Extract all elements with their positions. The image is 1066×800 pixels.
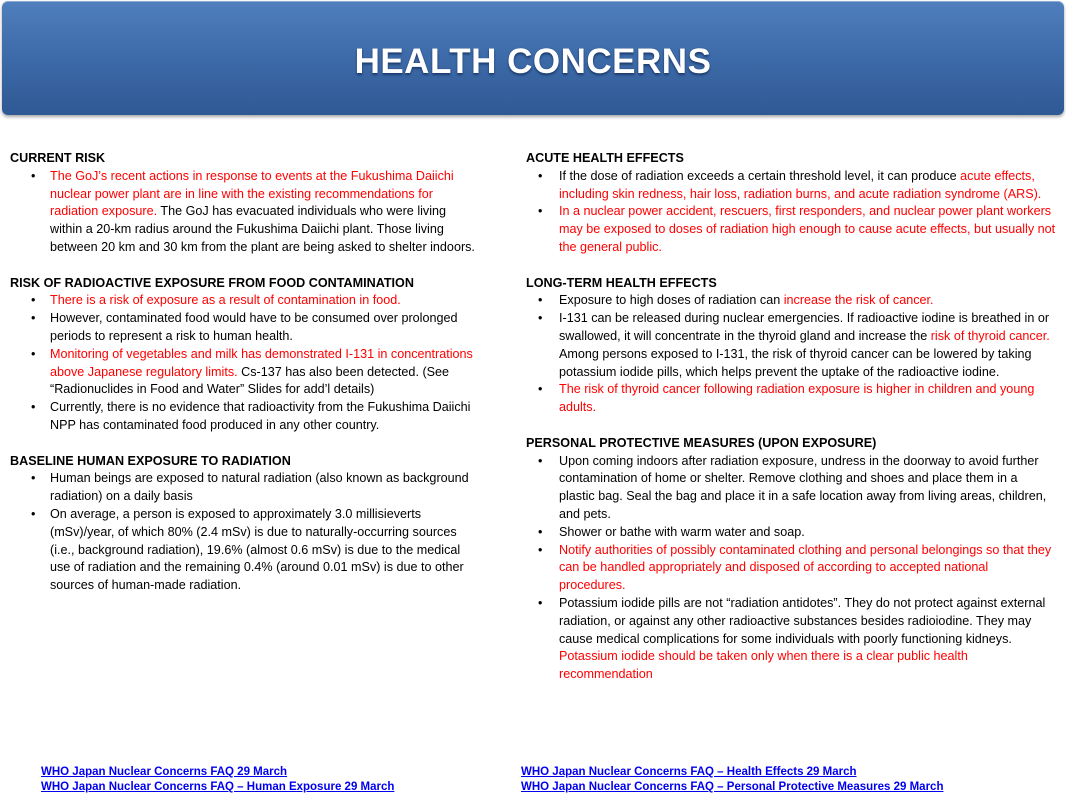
- body-text: On average, a person is exposed to approximately 3.0 millisieverts (mSv)/year, of which 80% (2.4 mSv) is due to naturally-occurring sources (i.e., background radiation), 19.6% (almost 0.6 mSv) is due to the medical use of radiation and the remaining 0.4% (around 0.01 mSv) is due to other sources of human-made radiation.: [50, 506, 464, 593]
- bullet-item: [10, 506, 480, 595]
- bullet-list: [10, 292, 480, 434]
- section-heading: PERSONAL PROTECTIVE MEASURES (UPON EXPOSURE): [526, 435, 877, 450]
- source-link[interactable]: WHO Japan Nuclear Concerns FAQ 29 March: [41, 766, 288, 778]
- body-text: Human beings are exposed to natural radiation (also known as background radiation) on a daily basis: [50, 471, 469, 504]
- right-column: [526, 150, 1056, 702]
- left-column: [10, 150, 480, 613]
- section-baseline-human-exposure-to-radiation: [10, 453, 480, 595]
- body-text: Currently, there is no evidence that radioactivity from the Fukushima Daiichi NPP has contaminated food produced in any other country.: [50, 400, 471, 432]
- bullet-item: [526, 595, 1056, 684]
- bullet-item: [526, 542, 1056, 595]
- bullet-item: [526, 310, 1056, 381]
- body-text: The GoJ has evacuated individuals who were living within a 20-km radius around the Fukushima Daiichi plant. Those living between 20 km and 30 km from the plant are being asked to shelter indoors.: [50, 204, 475, 254]
- bullet-item: [526, 524, 1056, 542]
- bullet-item: [526, 453, 1056, 524]
- bullet-item: [526, 203, 1056, 256]
- body-text: Cs-137 has also been detected. (See “Radionuclides in Food and Water” Slides for add’l details): [50, 364, 450, 397]
- highlighted-text: In a nuclear power accident, rescuers, first responders, and nuclear power plant workers may be exposed to doses of radiation high enough to cause acute effects, but usually not the general public.: [559, 204, 1056, 254]
- section-current-risk: [10, 150, 480, 257]
- page-title: HEALTH CONCERNS: [354, 42, 712, 81]
- section-heading: RISK OF RADIOACTIVE EXPOSURE FROM FOOD CONTAMINATION: [10, 275, 414, 290]
- section-heading: ACUTE HEALTH EFFECTS: [526, 151, 684, 165]
- highlighted-text: increase the risk of cancer.: [783, 293, 934, 308]
- bullet-item: [10, 168, 480, 257]
- section-personal-protective-measures-upon-exposure: [526, 435, 1056, 684]
- bullet-list: [10, 470, 480, 595]
- title-banner: [2, 1, 1064, 115]
- section-long-term-health-effects: [526, 275, 1056, 417]
- body-text: Among persons exposed to I-131, the risk of thyroid cancer can be lowered by taking potassium iodide pills, which helps prevent the uptake of the radioactive iodine.: [559, 346, 1032, 379]
- bullet-list: [526, 168, 1056, 257]
- bullet-item: [526, 168, 1056, 204]
- left-source-links: [41, 765, 394, 795]
- bullet-item: [10, 470, 480, 506]
- highlighted-text: Monitoring of vegetables and milk has demonstrated I-131 in concentrations above Japanese regulatory limits.: [50, 346, 473, 379]
- body-text: I-131 can be released during nuclear emergencies. If radioactive iodine is breathed in or swallowed, it will concentrate in the thyroid gland and increase the: [559, 311, 1050, 343]
- source-link[interactable]: WHO Japan Nuclear Concerns FAQ – Human Exposure 29 March: [41, 781, 395, 793]
- section-heading: BASELINE HUMAN EXPOSURE TO RADIATION: [10, 453, 291, 468]
- highlighted-text: acute effects, including skin redness, hair loss, radiation burns, and acute radiation syndrome (ARS).: [559, 168, 1042, 201]
- bullet-item: [10, 292, 480, 310]
- highlighted-text: The GoJ’s recent actions in response to events at the Fukushima Daiichi nuclear power plant are in line with the existing recommendations for radiation exposure.: [50, 168, 454, 219]
- highlighted-text: There is a risk of exposure as a result of contamination in food.: [50, 293, 401, 308]
- bullet-item: [526, 381, 1056, 417]
- section-heading: LONG-TERM HEALTH EFFECTS: [526, 275, 717, 290]
- body-text: If the dose of radiation exceeds a certain threshold level, it can produce: [559, 168, 961, 183]
- highlighted-text: Notify authorities of possibly contaminated clothing and personal belongings so that they can be handled appropriately and disposed of according to accepted national procedures.: [559, 542, 1052, 593]
- highlighted-text: risk of thyroid cancer.: [930, 328, 1050, 343]
- source-link[interactable]: WHO Japan Nuclear Concerns FAQ – Personal Protective Measures 29 March: [521, 781, 944, 793]
- body-text: Shower or bathe with warm water and soap.: [559, 524, 805, 539]
- bullet-list: [10, 168, 480, 257]
- bullet-item: [10, 346, 480, 399]
- section-heading: CURRENT RISK: [10, 151, 106, 165]
- bullet-item: [526, 292, 1056, 310]
- highlighted-text: The risk of thyroid cancer following radiation exposure is higher in children and young adults.: [559, 382, 1035, 415]
- source-link[interactable]: WHO Japan Nuclear Concerns FAQ – Health Effects 29 March: [521, 766, 857, 778]
- bullet-item: [10, 399, 480, 435]
- section-acute-health-effects: [526, 150, 1056, 257]
- bullet-item: [10, 310, 480, 346]
- bullet-list: [526, 453, 1056, 684]
- right-source-links: [521, 765, 943, 795]
- body-text: Potassium iodide pills are not “radiation antidotes”. They do not protect against external radiation, or against any other radioactive substances besides radioiodine. They may cause medical complications for some individuals with poorly functioning kidneys.: [559, 595, 1046, 646]
- bullet-list: [526, 292, 1056, 417]
- body-text: Exposure to high doses of radiation can: [559, 293, 784, 308]
- body-text: Upon coming indoors after radiation exposure, undress in the doorway to avoid further contamination of home or shelter. Remove clothing and shoes and place them in a plastic bag. Seal the bag and place it in a safe location away from living areas, children, and pets.: [559, 453, 1047, 521]
- highlighted-text: Potassium iodide should be taken only when there is a clear public health recommendation: [559, 649, 968, 682]
- section-risk-of-radioactive-exposure-from-food-contamination: [10, 275, 480, 435]
- body-text: However, contaminated food would have to be consumed over prolonged periods to represent a risk to human health.: [50, 311, 458, 343]
